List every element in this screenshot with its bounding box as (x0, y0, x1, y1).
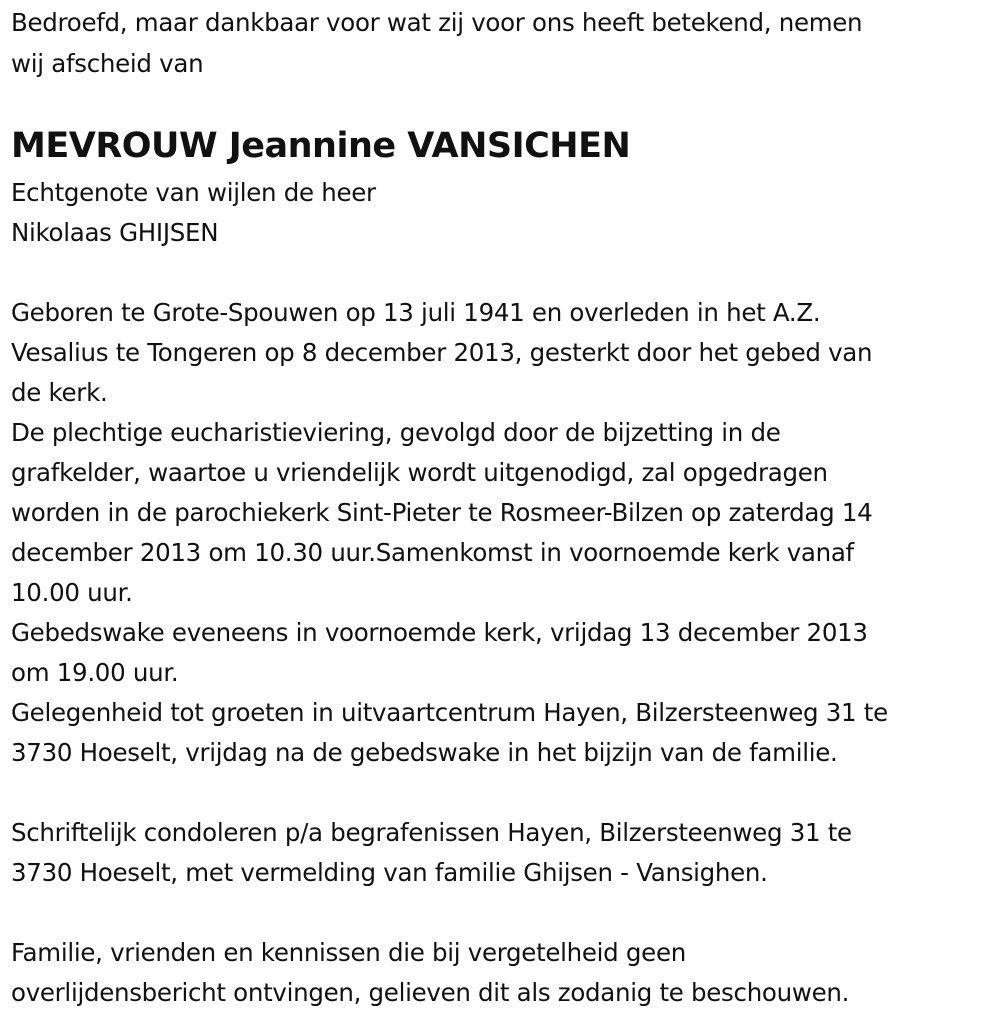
details-line-9: Gebedswake eveneens in voornoemde kerk, vrijdag 13 december 2013 (11, 618, 868, 647)
details-line-6: worden in de parochiekerk Sint-Pieter te Rosmeer-Bilzen op zaterdag 14 (11, 498, 873, 527)
intro-line-2: wij afscheid van (11, 49, 204, 78)
details-line-11: Gelegenheid tot groeten in uitvaartcentrum Hayen, Bilzersteenweg 31 te (11, 698, 888, 727)
condolences-line-1: Schriftelijk condoleren p/a begrafenissen Hayen, Bilzersteenweg 31 te (11, 818, 852, 847)
spouse-line-1: Echtgenote van wijlen de heer (11, 178, 376, 207)
details-line-7: december 2013 om 10.30 uur.Samenkomst in voornoemde kerk vanaf (11, 538, 854, 567)
details-line-3: de kerk. (11, 378, 108, 407)
details-line-1: Geboren te Grote-Spouwen op 13 juli 1941 en overleden in het A.Z. (11, 298, 821, 327)
closing-line-1: Familie, vrienden en kennissen die bij vergetelheid geen (11, 938, 686, 967)
deceased-name: MEVROUW Jeannine VANSICHEN (11, 126, 631, 166)
details-line-5: grafkelder, waartoe u vriendelijk wordt uitgenodigd, zal opgedragen (11, 458, 828, 487)
intro-line-1: Bedroefd, maar dankbaar voor wat zij voor ons heeft betekend, nemen (11, 8, 863, 37)
details-line-2: Vesalius te Tongeren op 8 december 2013, gesterkt door het gebed van (11, 338, 873, 367)
details-line-8: 10.00 uur. (11, 578, 133, 607)
closing-line-2: overlijdensbericht ontvingen, gelieven dit als zodanig te beschouwen. (11, 978, 850, 1007)
details-line-4: De plechtige eucharistieviering, gevolgd door de bijzetting in de (11, 418, 781, 447)
details-line-10: om 19.00 uur. (11, 658, 179, 687)
spouse-line-2: Nikolaas GHIJSEN (11, 218, 219, 247)
condolences-line-2: 3730 Hoeselt, met vermelding van familie Ghijsen - Vansighen. (11, 858, 768, 887)
details-line-12: 3730 Hoeselt, vrijdag na de gebedswake in het bijzijn van de familie. (11, 738, 838, 767)
